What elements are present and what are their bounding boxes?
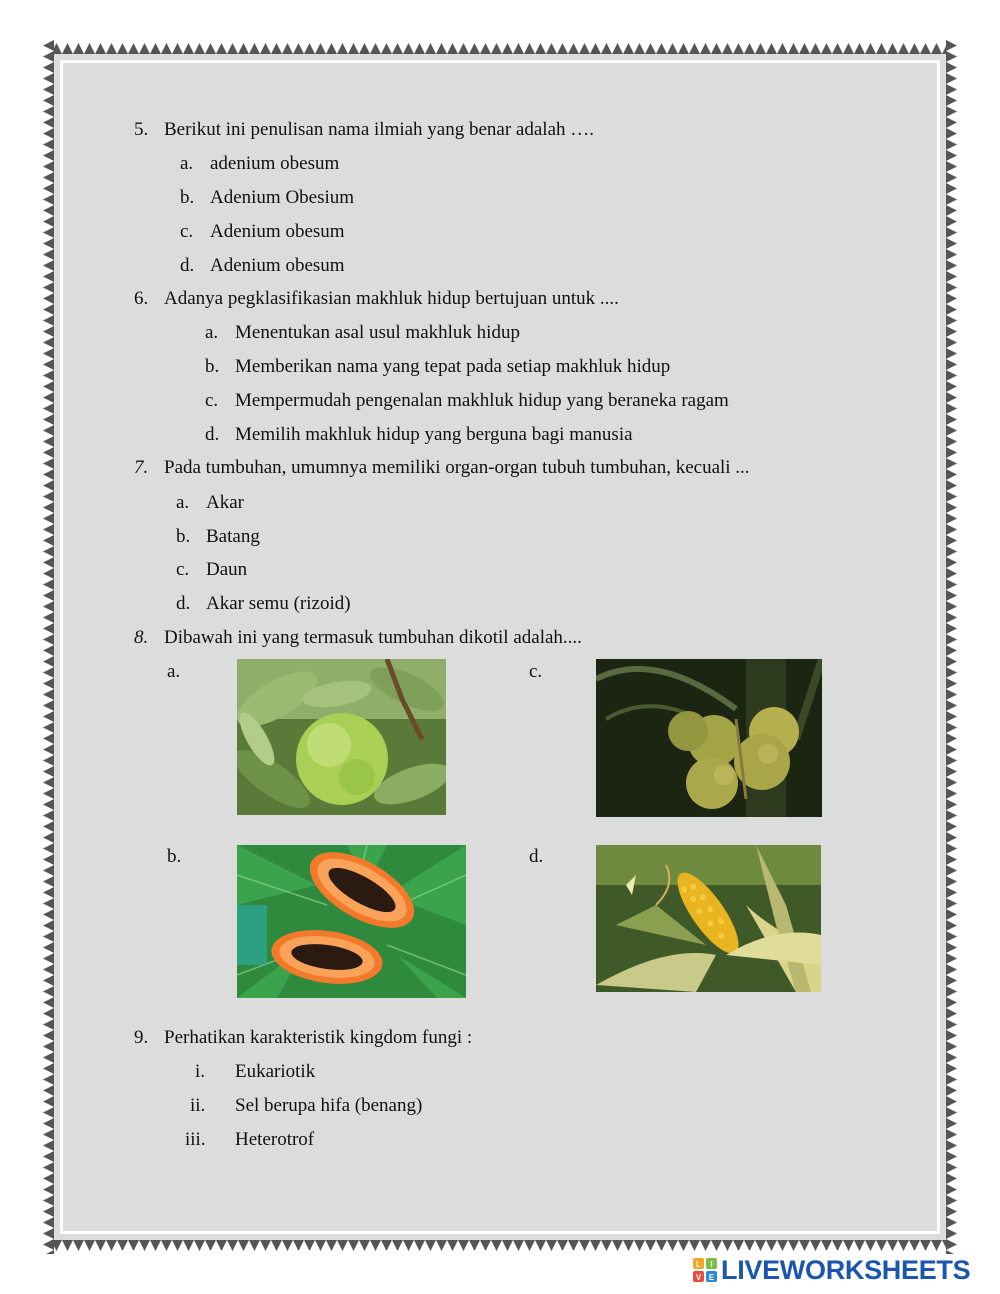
logo-letter-i: I	[710, 1260, 713, 1269]
q9-item-iii-text: Heterotrof	[235, 1129, 315, 1150]
q9-item-iii-marker: iii.	[185, 1129, 206, 1150]
q7-option-d-text[interactable]: Akar semu (rizoid)	[206, 593, 351, 614]
question-6-text: Adanya pegklasifikasian makhluk hidup bertujuan untuk ....	[164, 288, 619, 309]
question-7-number: 7.	[134, 457, 149, 478]
q8-option-d-letter[interactable]: d.	[529, 846, 544, 867]
logo-letter-v: V	[695, 1273, 702, 1282]
q9-item-i-text: Eukariotik	[235, 1061, 316, 1082]
question-5-number: 5.	[134, 119, 149, 140]
q6-option-c-text[interactable]: Mempermudah pengenalan makhluk hidup yang beraneka ragam	[235, 390, 729, 411]
question-5-text: Berikut ini penulisan nama ilmiah yang benar adalah ….	[164, 119, 595, 140]
watermark-text: LIVEWORKSHEETS	[721, 1254, 971, 1285]
q7-option-c-text[interactable]: Daun	[206, 559, 248, 580]
q9-item-i-marker: i.	[195, 1061, 206, 1082]
q7-option-d-letter[interactable]: d.	[176, 593, 191, 614]
q6-option-a-letter[interactable]: a.	[205, 322, 219, 343]
q5-option-d-letter[interactable]: d.	[180, 255, 195, 276]
q7-option-b-text[interactable]: Batang	[206, 526, 260, 547]
q8-option-a-letter[interactable]: a.	[167, 661, 181, 682]
corn-photo[interactable]	[596, 845, 821, 992]
q5-option-a-letter[interactable]: a.	[180, 153, 194, 174]
q5-option-b-letter[interactable]: b.	[180, 187, 195, 208]
q5-option-d-text[interactable]: Adenium obesum	[210, 255, 345, 276]
q6-option-c-letter[interactable]: c.	[205, 390, 219, 411]
q7-option-b-letter[interactable]: b.	[176, 526, 191, 547]
liveworksheets-logo-icon	[693, 1258, 717, 1282]
q6-option-d-letter[interactable]: d.	[205, 424, 220, 445]
papaya-photo[interactable]	[237, 845, 466, 998]
q5-option-b-text[interactable]: Adenium Obesium	[210, 187, 355, 208]
coconut-photo[interactable]	[596, 659, 822, 817]
question-9-number: 9.	[134, 1027, 149, 1048]
q6-option-b-letter[interactable]: b.	[205, 356, 220, 377]
q5-option-c-letter[interactable]: c.	[180, 221, 194, 242]
logo-letter-l: L	[696, 1260, 701, 1269]
question-8-text: Dibawah ini yang termasuk tumbuhan dikotil adalah....	[164, 627, 582, 648]
question-9-text: Perhatikan karakteristik kingdom fungi :	[164, 1027, 473, 1048]
q8-option-c-letter[interactable]: c.	[529, 661, 543, 682]
guava-photo[interactable]	[237, 659, 446, 815]
question-8-number: 8.	[134, 627, 149, 648]
q5-option-a-text[interactable]: adenium obesum	[210, 153, 340, 174]
q6-option-b-text[interactable]: Memberikan nama yang tepat pada setiap makhluk hidup	[235, 356, 671, 377]
q6-option-d-text[interactable]: Memilih makhluk hidup yang berguna bagi manusia	[235, 424, 633, 445]
question-6-number: 6.	[134, 288, 149, 309]
q5-option-c-text[interactable]: Adenium obesum	[210, 221, 345, 242]
q8-option-b-letter[interactable]: b.	[167, 846, 182, 867]
logo-letter-e: E	[708, 1273, 715, 1282]
q9-item-ii-marker: ii.	[190, 1095, 206, 1116]
q9-item-ii-text: Sel berupa hifa (benang)	[235, 1095, 423, 1116]
q7-option-c-letter[interactable]: c.	[176, 559, 190, 580]
q6-option-a-text[interactable]: Menentukan asal usul makhluk hidup	[235, 322, 520, 343]
question-7-text: Pada tumbuhan, umumnya memiliki organ-organ tubuh tumbuhan, kecuali ...	[164, 457, 750, 478]
liveworksheets-watermark	[693, 1255, 970, 1285]
q7-option-a-text[interactable]: Akar	[206, 492, 244, 513]
q7-option-a-letter[interactable]: a.	[176, 492, 190, 513]
